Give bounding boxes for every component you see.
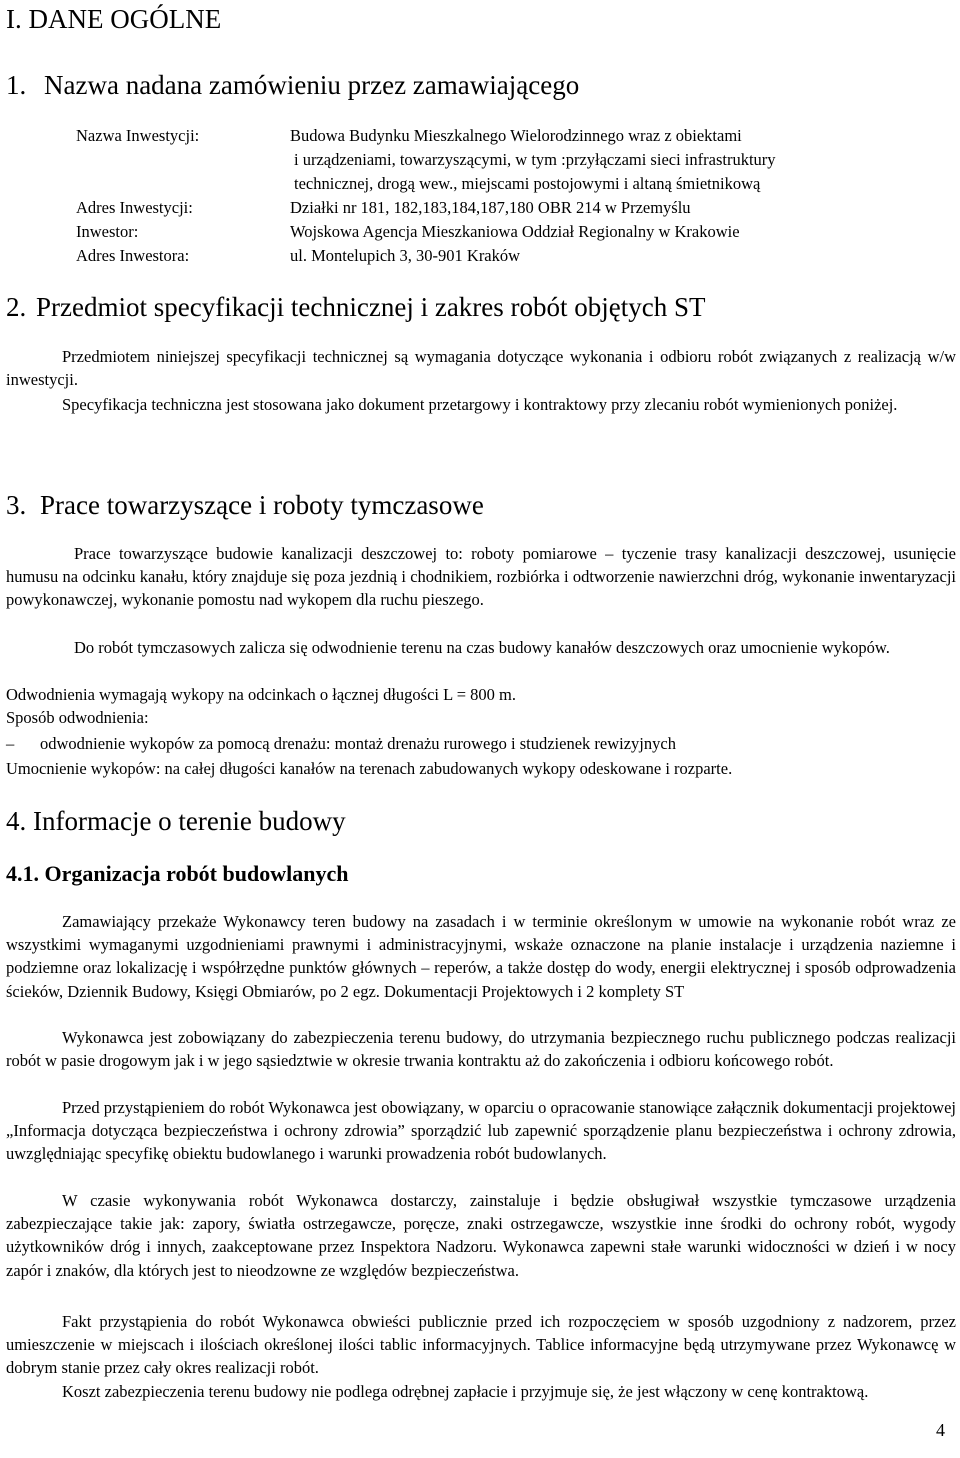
heading-text: Prace towarzyszące i roboty tymczasowe	[40, 490, 484, 520]
paragraph-site-handover: Zamawiający przekaże Wykonawcy teren budowy na zasadach i w terminie określonym w umowie na wykonanie robót wraz ze wszystkimi wymaganymi uzgodnieniami prawnymi i administracyjnymi, wskaże oznaczone na planie instalacje i urządzenia naziemne i podziemne oraz lokalizację i współrzędne punktów głównych – reperów, a także dostęp do wody, energii elektrycznej i sposób odprowadzenia ścieków, Dziennik Budowy, Księgi Obmiarów, po 2 egz. Dokumentacji Projektowych i 2 komplety ST	[6, 912, 956, 1001]
heading-number: 1.	[6, 70, 27, 100]
heading-number: 2.	[6, 292, 27, 322]
paragraph-excavation-support: Umocnienie wykopów: na całej długości kanałów na terenach zabudowanych wykopy odeskowane i rozparte.	[6, 759, 733, 778]
heading-spec-subject	[6, 290, 706, 324]
heading-site-information: 4. Informacje o terenie budowy	[6, 806, 346, 836]
paragraph-public-notice: Fakt przystąpienia do robót Wykonawca obwieści publicznie przed ich rozpoczęciem w sposób uzgodniony z nadzorem, przez umieszczenie w miejscach i ilościach określonej ilości tablic informacyjnych. Tablice informacyjne będą utrzymywane przez Wykonawcę w dobrym stanie przez cały okres realizacji robót.	[6, 1312, 956, 1378]
paragraph-spec-subject: Przedmiotem niniejszej specyfikacji technicznej są wymagania dotyczące wykonania i odbioru robót związanych z realizacją w/w inwestycji.	[6, 347, 956, 390]
heading-text: Przedmiot specyfikacji technicznej i zakres robót objętych ST	[36, 292, 706, 322]
label-investment-name: Nazwa Inwestycji:	[76, 126, 200, 145]
heading-number: 3.	[6, 490, 27, 520]
heading-text: Nazwa nadana zamówieniu przez zamawiającego	[44, 70, 580, 100]
list-dash: –	[6, 734, 15, 753]
label-investment-address: Adres Inwestycji:	[76, 198, 193, 217]
paragraph-spec-usage: Specyfikacja techniczna jest stosowana jako dokument przetargowy i kontraktowy przy zlecaniu robót wymienionych poniżej.	[62, 395, 898, 414]
list-item-drainage	[6, 732, 676, 755]
heading-contract-name	[6, 68, 579, 102]
page-number: 4	[936, 1420, 945, 1440]
value-investor-address: ul. Montelupich 3, 30-901 Kraków	[290, 246, 521, 265]
paragraph-temporary-works: Do robót tymczasowych zalicza się odwodnienie terenu na czas budowy kanałów deszczowych oraz umocnienie wykopów.	[74, 638, 890, 657]
paragraph-site-security: Wykonawca jest zobowiązany do zabezpieczenia terenu budowy, do utrzymania bezpiecznego ruchu publicznego podczas realizacji robót w pasie drogowym jak i w jego sąsiedztwie w okresie trwania kontraktu aż do zakończenia i odbioru końcowego robót.	[6, 1028, 956, 1071]
list-item-text: odwodnienie wykopów za pomocą drenażu: montaż drenażu rurowego i studzienek rewizyjnych	[40, 734, 676, 753]
value-investment-name-line1: Budowa Budynku Mieszkalnego Wielorodzinnego wraz z obiektami	[290, 126, 742, 145]
value-investment-address: Działki nr 181, 182,183,184,187,180 OBR 214 w Przemyślu	[290, 198, 691, 217]
label-investor-address: Adres Inwestora:	[76, 246, 190, 265]
section-title-general: I. DANE OGÓLNE	[6, 4, 222, 34]
paragraph-safety-plan: Przed przystąpieniem do robót Wykonawca jest obowiązany, w oparciu o opracowanie stanowiące załącznik dokumentacji projektowej „Informacja dotycząca bezpieczeństwa i ochrony zdrowia” sporządzić lub zapewnić sporządzenie planu bezpieczeństwa i ochrony zdrowia, uwzględniając specyfikę obiektu budowlanego i warunki prowadzenia robót budowlanych.	[6, 1098, 956, 1164]
paragraph-accompanying-works: Prace towarzyszące budowie kanalizacji deszczowej to: roboty pomiarowe – tyczenie trasy kanalizacji deszczowej, usunięcie humusu na odcinku kanału, który znajduje się poza jezdnią i chodnikiem, rozbiórka i odtworzenie nawierzchni dróg, wykonanie inwentaryzacji powykonawczej, wykonanie pomostu nad wykopem dla ruchu pieszego.	[6, 544, 956, 610]
paragraph-security-cost: Koszt zabezpieczenia terenu budowy nie podlega odrębnej zapłacie i przyjmuje się, że jest włączony w cenę kontraktową.	[62, 1382, 869, 1401]
paragraph-drainage-method: Sposób odwodnienia:	[6, 708, 149, 727]
heading-accompanying-works	[6, 488, 484, 522]
label-investor: Inwestor:	[76, 222, 139, 241]
value-investor: Wojskowa Agencja Mieszkaniowa Oddział Regionalny w Krakowie	[290, 222, 740, 241]
paragraph-temporary-devices: W czasie wykonywania robót Wykonawca dostarczy, zainstaluje i będzie obsługiwał wszystkie tymczasowe urządzenia zabezpieczające takie jak: zapory, światła ostrzegawcze, poręcze, znaki ostrzegawcze, wszystkie inne środki do ochrony robót, wygody użytkowników dróg i innych, zaakceptowane przez Inspektora Nadzoru. Wykonawca zapewni stałe warunki widoczności w dzień i w nocy zapór i znaków, dla których jest to nieodzowne ze względów bezpieczeństwa.	[6, 1191, 956, 1280]
heading-works-organization: 4.1. Organizacja robót budowlanych	[6, 861, 349, 886]
value-investment-name-line2: i urządzeniami, towarzyszącymi, w tym :przyłączami sieci infrastruktury	[294, 150, 776, 169]
paragraph-drainage-length: Odwodnienia wymagają wykopy na odcinkach o łącznej długości L = 800 m.	[6, 685, 516, 704]
value-investment-name-line3: technicznej, drogą wew., miejscami postojowymi i altaną śmietnikową	[294, 174, 761, 193]
